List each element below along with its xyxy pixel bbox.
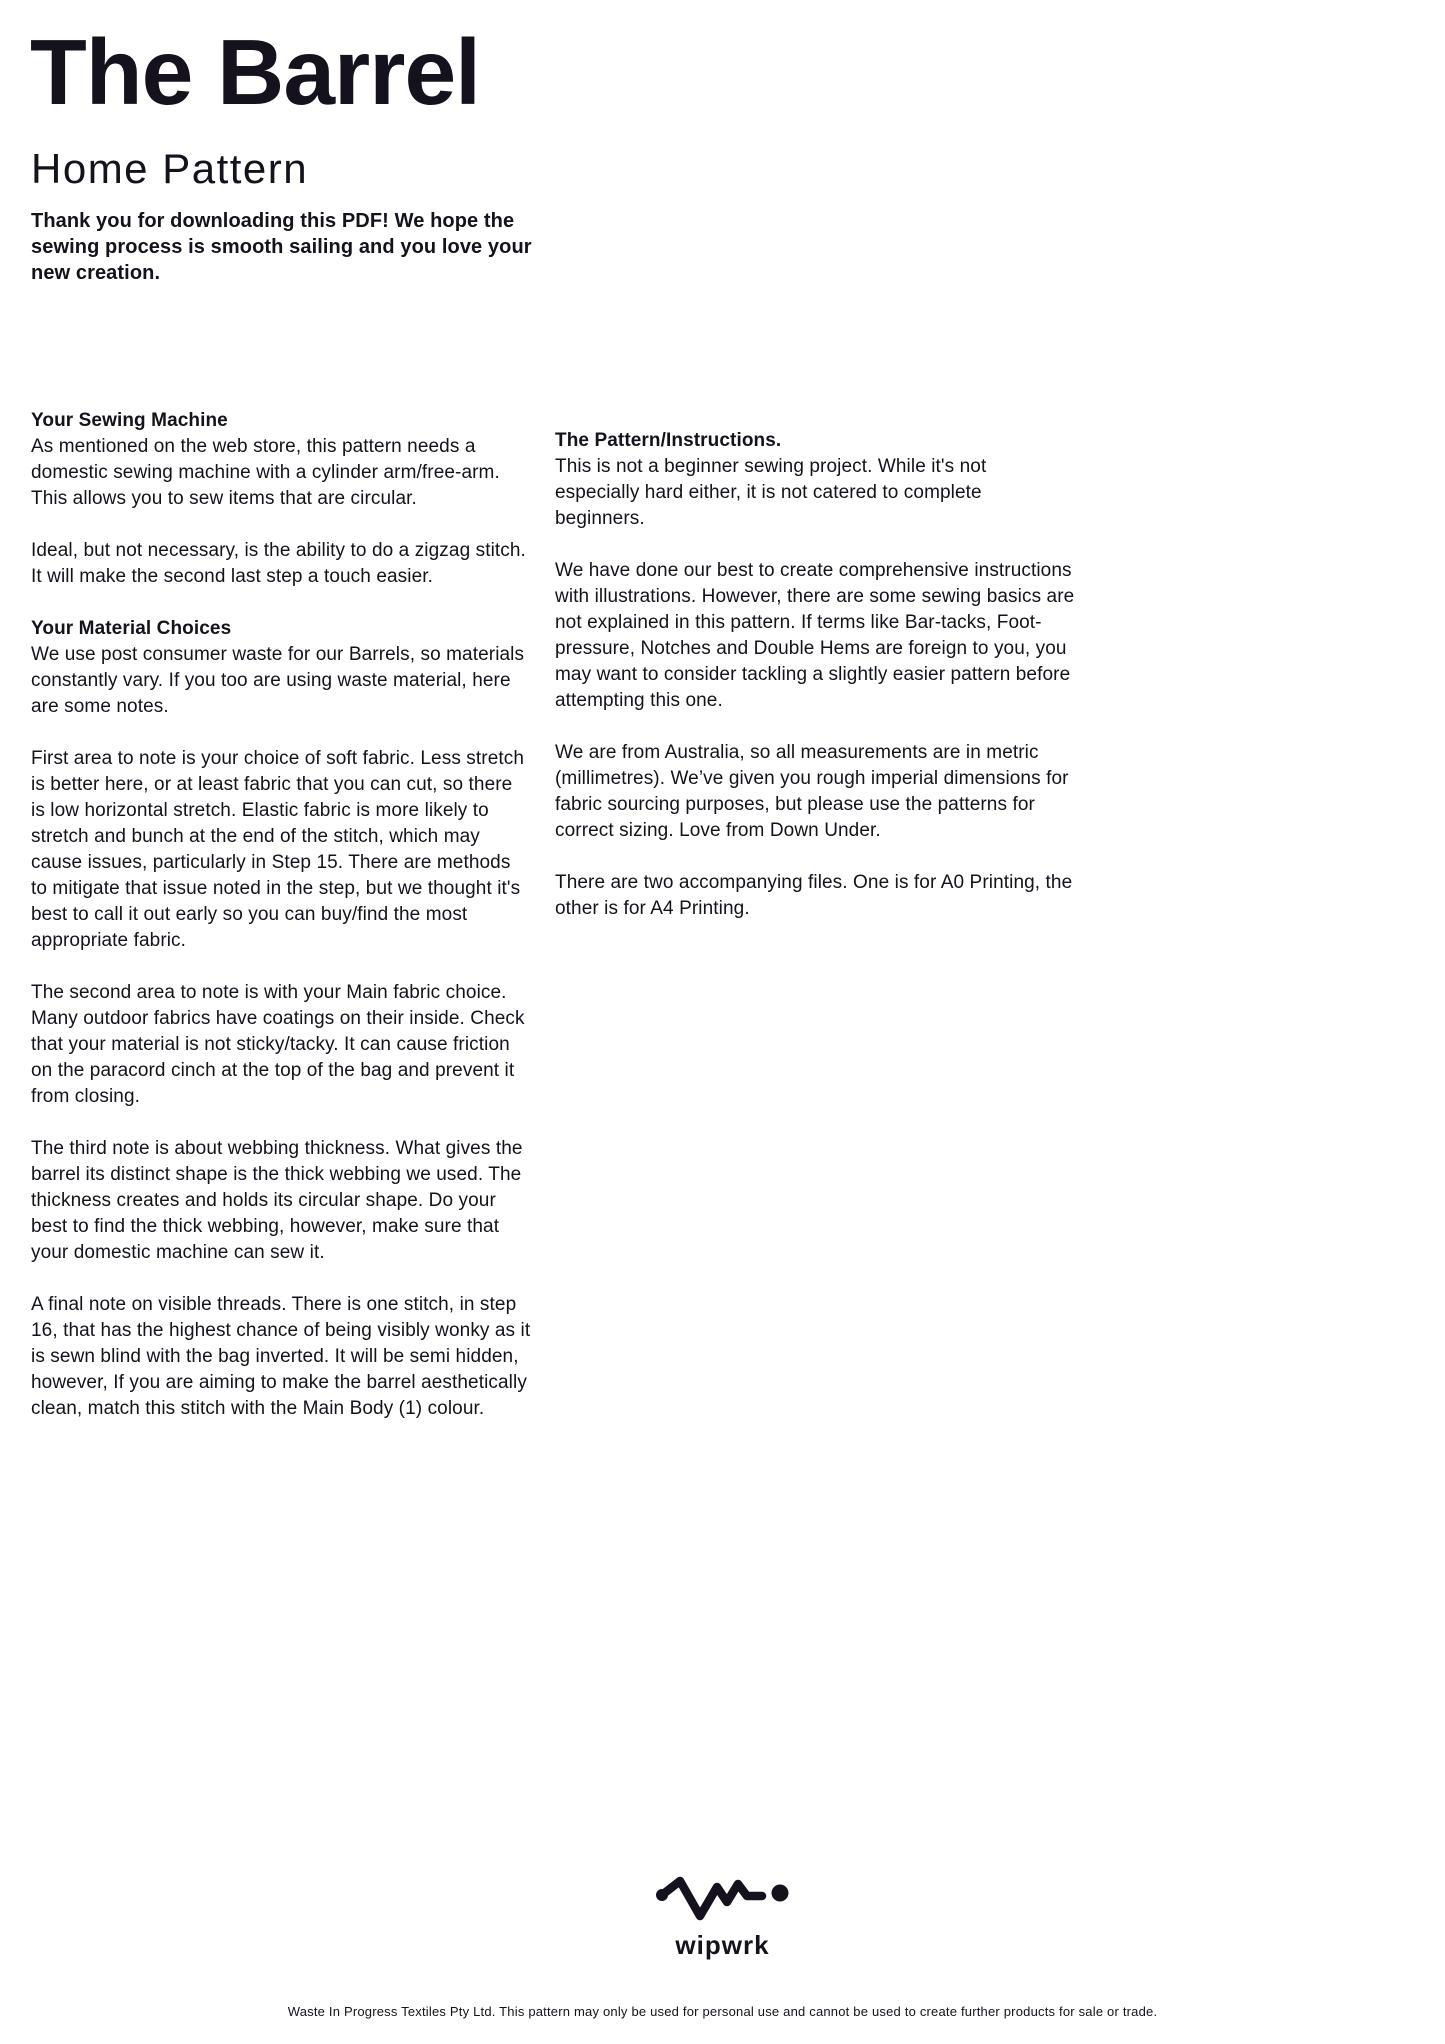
paragraph-pattern-instructions-3: We are from Australia, so all measurements are in metric (millimetres). We’ve given you rough imperial dimensions for fabric sourcing purposes, but please use the patterns for correct sizing. Love from Down Under. <box>555 742 1069 841</box>
paragraph-material-choices-1: We use post consumer waste for our Barrels, so materials constantly vary. If you too are using waste material, here are some notes. <box>31 644 525 717</box>
brand-wordmark: wipwrk <box>675 1930 770 1960</box>
paragraph-pattern-instructions-2: We have done our best to create comprehensive instructions with illustrations. However, there are some sewing basics are not explained in this pattern. If terms like Bar-tacks, Foot-pressure, Notches and Double Hems are foreign to you, you may want to consider tackling a slightly easier pattern before attempting this one. <box>555 560 1075 711</box>
page-title: The Barrel <box>30 20 481 124</box>
section-heading-material-choices: Your Material Choices <box>31 618 232 639</box>
section-heading-sewing-machine: Your Sewing Machine <box>31 410 228 431</box>
page-subtitle: Home Pattern <box>31 145 309 192</box>
paragraph-material-choices-4: The third note is about webbing thickness. What gives the barrel its distinct shape is the thick webbing we used. The thickness creates and holds its circular shape. Do your best to find the thick webbing, however, make sure that your domestic machine can sew it. <box>31 1138 523 1263</box>
paragraph-sewing-machine-1: As mentioned on the web store, this pattern needs a domestic sewing machine with a cylinder arm/free-arm. This allows you to sew items that are circular. <box>31 436 500 509</box>
wipwrk-squiggle-logo-icon <box>653 1872 793 1924</box>
paragraph-material-choices-5: A final note on visible threads. There is one stitch, in step 16, that has the highest chance of being visibly wonky as it is sewn blind with the bag inverted. It will be semi hidden, however, If you are aiming to make the barrel aesthetically clean, match this stitch with the Main Body (1) colour. <box>31 1294 531 1419</box>
left-column <box>31 408 531 1448</box>
paragraph-material-choices-3: The second area to note is with your Main fabric choice. Many outdoor fabrics have coatings on their inside. Check that your material is not sticky/tacky. It can cause friction on the paracord cinch at the top of the bag and prevent it from closing. <box>31 982 525 1107</box>
right-column <box>555 428 1075 948</box>
paragraph-pattern-instructions-4: There are two accompanying files. One is for A0 Printing, the other is for A4 Printing. <box>555 872 1073 919</box>
legal-text: Waste In Progress Textiles Pty Ltd. This pattern may only be used for personal use and cannot be used to create further products for sale or trade. <box>287 2004 1158 2019</box>
section-heading-pattern-instructions: The Pattern/Instructions. <box>555 430 782 451</box>
paragraph-sewing-machine-2: Ideal, but not necessary, is the ability to do a zigzag stitch. It will make the second last step a touch easier. <box>31 540 526 587</box>
intro-text: Thank you for downloading this PDF! We hope the sewing process is smooth sailing and you love your new creation. <box>31 210 532 284</box>
two-column-body <box>31 408 1075 1448</box>
paragraph-material-choices-2: First area to note is your choice of soft fabric. Less stretch is better here, or at least fabric that you can cut, so there is low horizontal stretch. Elastic fabric is more likely to stretch and bunch at the end of the stitch, which may cause issues, particularly in Step 15. There are methods to mitigate that issue noted in the step, but we thought it's best to call it out early so you can buy/find the most appropriate fabric. <box>31 748 525 951</box>
paragraph-pattern-instructions-1: This is not a beginner sewing project. While it's not especially hard either, it is not catered to complete beginners. <box>555 456 987 529</box>
